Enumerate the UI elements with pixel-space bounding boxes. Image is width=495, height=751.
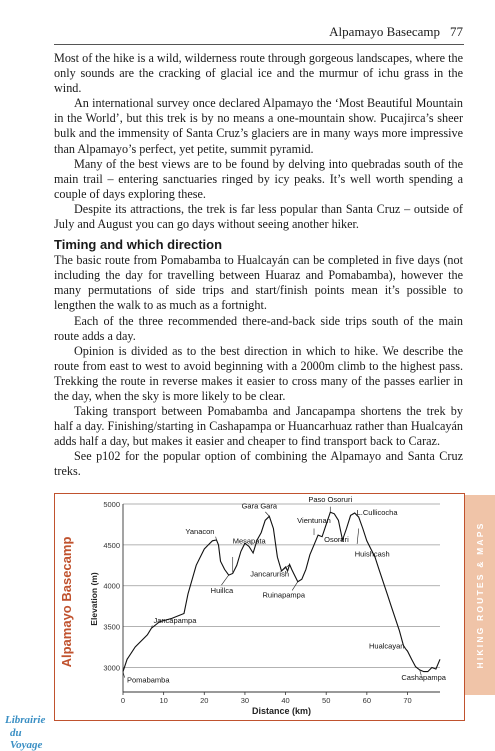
x-axis-label: Distance (km) (251, 706, 312, 716)
side-tab (465, 495, 495, 695)
annotation-label: Jancarurish (250, 569, 290, 579)
x-tick-label: 0 (120, 696, 126, 705)
paragraph: Many of the best views are to be found by delving into quebradas south of the main trail – entering sanctuaries ringed by icy peaks. It’s well worth spending a couple of days exploring these. (54, 156, 463, 201)
y-tick-label: 4000 (103, 581, 120, 591)
annotation-label: Mesapata (232, 536, 266, 546)
x-tick-label: 40 (281, 696, 290, 705)
annotation-label: Osoruri (324, 534, 349, 544)
annotation-label: Ruinapampa (262, 590, 306, 600)
paragraph: Most of the hike is a wild, wilderness route through gorgeous landscapes, where the only sounds are the cracking of glacial ice and the murmur of ichu grass in the wind. (54, 51, 463, 96)
annotation-label: Yanacon (185, 526, 215, 536)
y-axis-label: Elevation (m) (89, 572, 99, 626)
page-number: 77 (450, 24, 463, 39)
paragraph: Each of the three recommended there-and-back side trips south of the main route adds a day. (54, 313, 463, 343)
x-tick-label: 50 (322, 696, 331, 705)
x-tick-label: 30 (240, 696, 250, 705)
x-tick-label: 10 (159, 696, 168, 705)
x-tick-label: 70 (403, 696, 412, 705)
annotation-leader (221, 575, 228, 585)
annotation-label: Vientunan (297, 516, 331, 526)
annotation-label: Huishcash (354, 549, 390, 559)
paragraph: Taking transport between Pomabamba and Jancapampa shortens the trek by half a day. Finishing/starting in Cashapampa or Huancarhuaz rather than Hualcayán adds half a day, but makes it easier and cheaper to find transport back to Caraz. (54, 404, 463, 449)
running-head-title: Alpamayo Basecamp (329, 24, 440, 39)
annotation-label: Huillca (210, 586, 234, 596)
header-rule (54, 44, 464, 45)
x-tick-label: 20 (200, 696, 209, 705)
annotation-leader (357, 529, 359, 544)
paragraph: Despite its attractions, the trek is far less popular than Santa Cruz – outside of July and August you can go days without seeing another hiker. (54, 201, 463, 232)
paragraph: An international survey once declared Alpamayo the ‘Most Beautiful Mountain in the World’, but this trek is by no means a one-mountain show. Pucajirca’s sheer bulk and the immensity of Santa Cruz’s glaciers are in many ways more impressive than Alpamayo’s perfect, yet petite, summit pyramid. (54, 96, 463, 156)
watermark-logo (0, 712, 52, 751)
annotation-leader (216, 537, 217, 540)
figure-title: Alpamayo Basecamp (59, 536, 74, 668)
y-tick-label: 4500 (103, 540, 120, 550)
paragraph: See p102 for the popular option of combining the Alpamayo and Santa Cruz treks. (54, 449, 463, 479)
annotation-label: Pomabamba (127, 675, 170, 685)
y-tick-label: 3500 (103, 622, 120, 632)
watermark-line-2: du Voyage (10, 727, 43, 751)
y-tick-label: 3000 (103, 663, 120, 673)
annotation-label: Jancapampa (153, 616, 197, 626)
annotation-label: Gara Gara (241, 501, 278, 511)
elevation-chart (55, 494, 463, 719)
annotation-label: Cashapampa (401, 672, 446, 682)
annotation-label: L.Cullicocha (356, 507, 398, 517)
y-tick-label: 5000 (103, 500, 120, 509)
section-heading: Timing and which direction (54, 237, 223, 253)
x-tick-label: 60 (362, 696, 372, 705)
paragraph: Opinion is divided as to the best direction in which to hike. We describe the route from east to west to avoid beginning with a 2000m climb to the highest pass. Trekking the route in reverse makes it easier to cross many of the passes earlier in the day, when the sky is more likely to be clear. (54, 343, 463, 403)
running-head (329, 24, 463, 40)
watermark-line-1: Librairie (5, 714, 46, 726)
elevation-profile-figure (54, 493, 465, 721)
annotation-leader (265, 512, 269, 516)
side-tab-label: HIKING ROUTES & MAPS (475, 521, 485, 669)
body-text (54, 51, 463, 480)
annotation-label: Hualcayan (369, 641, 405, 651)
annotation-label: Paso Osoruri (308, 495, 353, 505)
paragraph: The basic route from Pomabamba to Hualcayán can be completed in five days (not including the day for travelling between Huaraz and Pomabamba), however the many permutations of side trips and start/finish points mean it’s possible to lengthen the walk to as much as a fortnight. (54, 253, 463, 313)
